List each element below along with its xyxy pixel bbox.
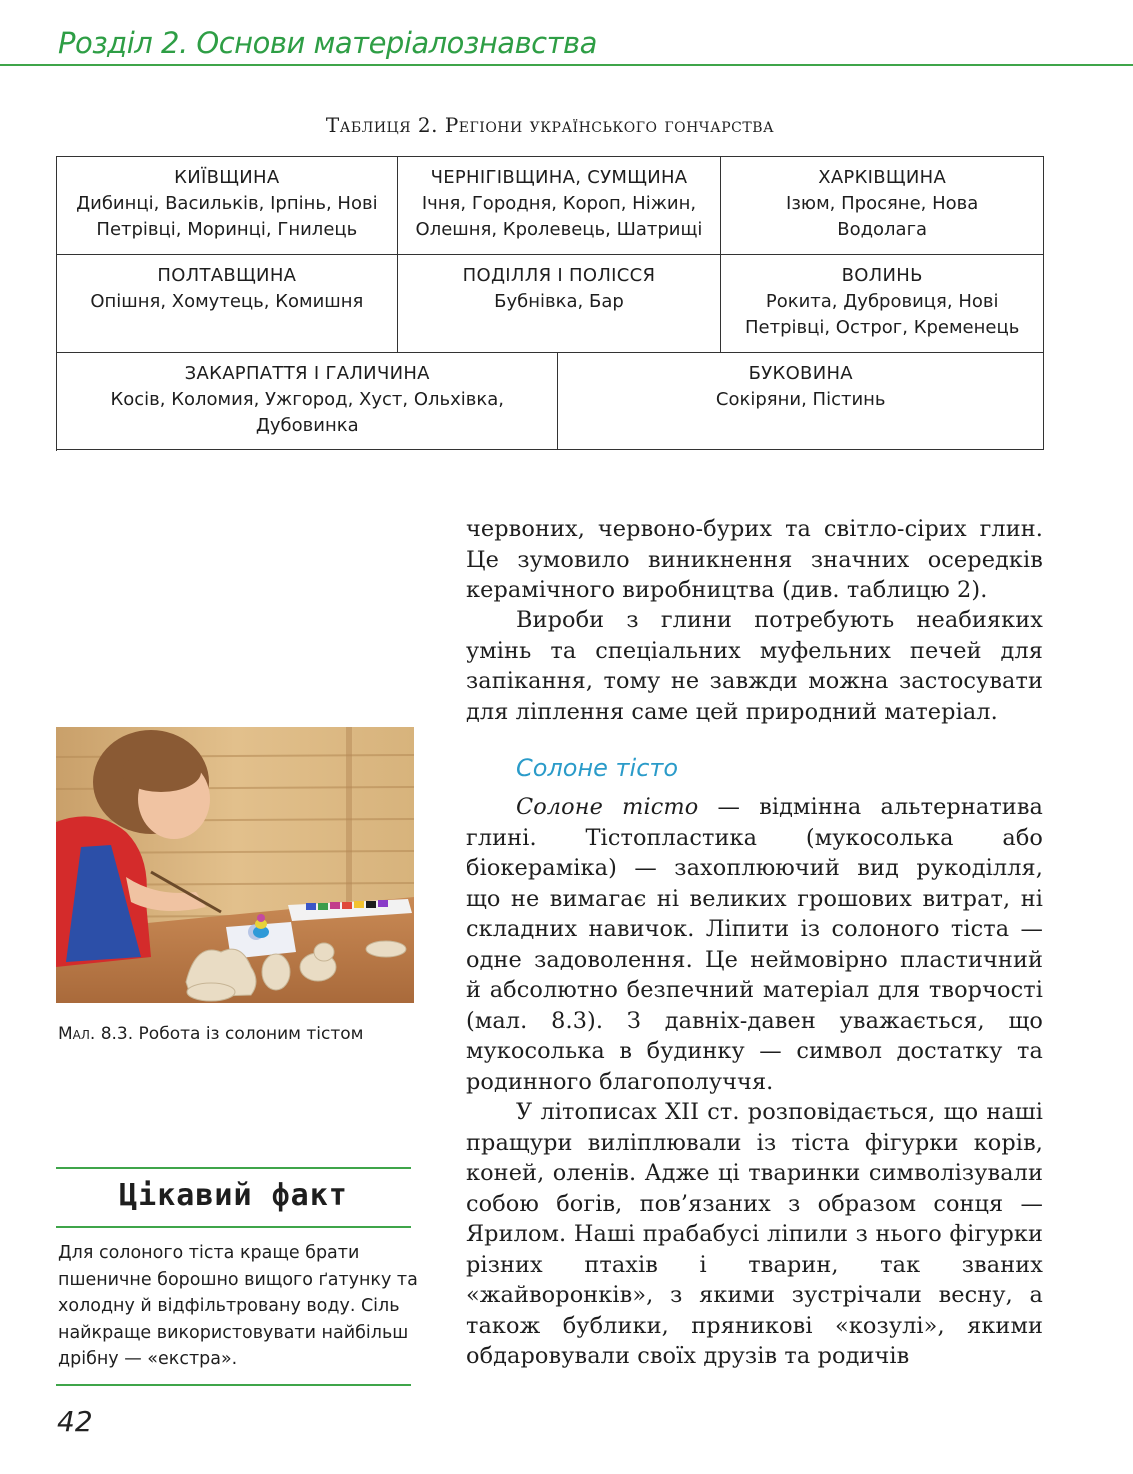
region-name: ВОЛИНЬ bbox=[841, 265, 923, 286]
paragraph-clay: червоних, червоно-бурих та світло-сірих глин. Це зумовило виникнення значних осередків керамічного виробництва (див. таблицю 2). bbox=[466, 516, 1043, 603]
paragraph-chronicles: У літописах XII ст. розповідається, що наші пращури виліплювали із тіста фігурки корів, коней, оленів. Адже ці тваринки символізували собою богів, пов’язаних з образом сонця — Ярилом. Наші прабабусі ліпили з нього фігурки різних птахів і тварин, так званих «жайворонків», з якими зустрічали весну, а також бублики, пряникові «козулі», якими обдаровували своїх друзів та родичів bbox=[466, 1099, 1043, 1369]
figure-caption-text: 8.3. Робота із солоним тістом bbox=[95, 1024, 364, 1044]
page-number: 42 bbox=[57, 1405, 93, 1438]
region-name: ПОЛТАВЩИНА bbox=[157, 265, 297, 286]
fact-box-bottom-rule bbox=[56, 1384, 411, 1386]
figure-caption bbox=[58, 1024, 364, 1044]
region-towns: Сокіряни, Пістинь bbox=[715, 389, 886, 410]
region-name: КИЇВЩИНА bbox=[174, 167, 280, 188]
paragraph-salt-dough bbox=[466, 792, 1043, 1097]
table-cell bbox=[398, 157, 722, 255]
table-cell bbox=[57, 157, 398, 255]
table-cell bbox=[57, 255, 398, 353]
region-name: БУКОВИНА bbox=[748, 363, 853, 384]
table-caption: Таблиця 2. Регіони українського гончарства bbox=[325, 113, 775, 137]
table-cell bbox=[721, 255, 1044, 353]
paragraph-clay-skills: Вироби з глини потребують неабияких умінь та спеціальних муфельних печей для запікання, тому не завжди можна застосувати для ліплення саме цей природний матеріал. bbox=[466, 607, 1043, 725]
region-towns: Рокита, Дубровиця, Нові Петрівці, Острог, Кременець bbox=[744, 291, 1020, 338]
fact-box-top-rule bbox=[56, 1167, 411, 1169]
figure-caption-prefix: Мал. bbox=[58, 1024, 96, 1044]
table-row bbox=[57, 255, 1044, 353]
table-cell bbox=[57, 353, 558, 450]
region-towns: Бубнівка, Бар bbox=[494, 291, 624, 312]
section-heading: Солоне тісто bbox=[516, 754, 679, 782]
fact-box-divider bbox=[56, 1226, 411, 1228]
fact-box-text: Для солоного тіста краще брати пшеничне борошно вищого ґатунку та холодну й відфільтровану воду. Сіль найкраще використовувати найбільш дрібну — «екстра». bbox=[58, 1243, 418, 1370]
salt-dough-description: — відмінна альтернатива глині. Тістопластика (мукосолька або біокераміка) — захоплюючий вид рукоділля, що не вимагає ні великих грошових витрат, ні складних навичок. Ліпити із солоного тіста — одне задоволення. Це неймовірно пластичний й абсолютно безпечний матеріал для творчості (мал. 8.3). З давніх-давен уважається, що мукосолька в будинку — символ достатку та родинного благополуччя. bbox=[466, 794, 1043, 1095]
salt-dough-photo bbox=[56, 727, 414, 1003]
region-towns: Ізюм, Просяне, Нова Водолага bbox=[786, 193, 979, 240]
table-cell bbox=[558, 353, 1044, 450]
table-cell bbox=[721, 157, 1044, 255]
table-row bbox=[57, 353, 1044, 450]
region-towns: Косів, Коломия, Ужгород, Хуст, Ольхівка, Дубовинка bbox=[110, 389, 505, 436]
table-cell bbox=[398, 255, 722, 353]
table-row bbox=[57, 157, 1044, 255]
salt-dough-term: Солоне тісто bbox=[516, 794, 699, 820]
chapter-title: Розділ 2. Основи матеріалознавства bbox=[58, 26, 597, 60]
region-name: ЧЕРНІГІВЩИНА, СУМЩИНА bbox=[430, 167, 688, 188]
region-name: ПОДІЛЛЯ І ПОЛІССЯ bbox=[462, 265, 656, 286]
fact-box-title: Цікавий факт bbox=[119, 1178, 348, 1213]
region-towns: Опішня, Хомутець, Комишня bbox=[90, 291, 364, 312]
header-divider bbox=[0, 64, 1133, 66]
region-name: ХАРКІВЩИНА bbox=[818, 167, 947, 188]
region-towns: Дибинці, Васильків, Ірпінь, Нові Петрівці, Моринці, Гнилець bbox=[76, 193, 378, 240]
region-towns: Ічня, Городня, Короп, Ніжин, Олешня, Кролевець, Шатрищі bbox=[415, 193, 703, 240]
regions-table bbox=[56, 156, 1044, 451]
region-name: ЗАКАРПАТТЯ І ГАЛИЧИНА bbox=[184, 363, 430, 384]
